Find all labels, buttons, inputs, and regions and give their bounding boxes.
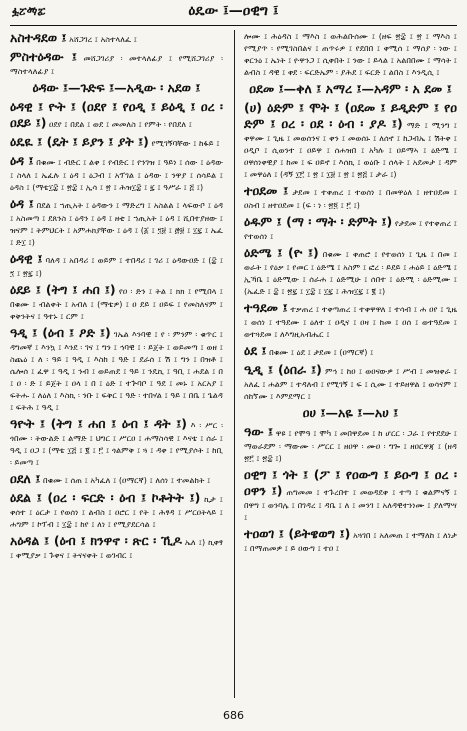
dictionary-entry: [244, 214, 457, 242]
entry-definition: ኤለ ፤) ኪቀፃ ፤ ቀሚያቃ ፤ ጉቀና ፤ ትናናቀት ፤ ወገብር ፤: [10, 537, 223, 560]
entry-definition: ሎሙ ፤ ሕዕዳስ ፤ ማእስ ፤ ወሕልቡሰሙ ፤ (ዘፍ ፳፰ ፤ ፳ ፤ ማእስ ፤ የሚያጥ ፡ የሚገስበልና ፤ ጠጥሩዎ ፤ የደበበ ፤ ቀሚሰ ፤ ማሰያ ፡ ነው ፤ ቀርንዕ ፤ ኤነት ፤ ዮዋንጋ ፤ ሲቀበት ፤ ንው ፤ ይላል ፤ አልበበሙ ፤ ማሳት ፤ ልብስ ፤ ዳዊ ፤ ቀደ ፡ ፍርድኤም ፡ ያሕደ ፤ ፍርድ ፤ ልበስ ፤ እንዲሲ ፤: [244, 31, 457, 77]
right-column: [244, 30, 457, 700]
dictionary-entry: [244, 300, 457, 340]
dictionary-entry: [244, 362, 457, 402]
dictionary-entry: [244, 100, 457, 180]
entry-headword: ተዐወገ ፤ (ይትዌወግ ፤): [244, 526, 351, 541]
dictionary-entry: [10, 80, 223, 96]
entry-headword: ዕደል ፤ (ዐረ ፡ ፍርድ ፡ ዕብ ፤ ኮቶትት ፤): [10, 490, 201, 505]
entry-headword: ተዐደመ ፤: [244, 183, 289, 198]
entry-definition: ዐደየ ፤ በደል ፤ ወደ ፤ መመለስ ፤ የምት ፡ የበደለ ፤: [49, 119, 192, 129]
entry-headword: ዓው ፤: [244, 424, 274, 439]
entry-headword: ዐደመ ፤—ቀለ ፤ አማረ ፤—አዳም ፡ አ ደመ ፤: [249, 81, 452, 96]
entry-headword: ምስተዕዳው ፤: [10, 49, 77, 64]
entry-definition: መሸጋገሪያ ፡ መተላለፊያ ፤ የሚሸጋገሪያ ፡ ማስተላለፊያ ፤: [10, 53, 223, 76]
entry-headword: ዐዊግ ፤ ጎት ፤ (ፖ ፤ የዐውግ ፤ ይዑግ ፤ ዐረ ፡ ዐዋን ፤): [244, 467, 457, 498]
dictionary-entry: [10, 471, 223, 487]
column-divider: [234, 30, 235, 698]
entry-headword: ዕዳ ፤: [10, 153, 34, 168]
entry-headword: አዕዳል ፤ (ዕብ ፤ ክንዋኖ ፡ ጽር ፡ ኺዶ: [10, 533, 182, 548]
dictionary-entry: [10, 30, 223, 46]
entry-headword: ዕዱም ፤ (ማ ፡ ማት ፡ ድምት ፤): [244, 214, 393, 229]
entry-definition: ማድ ፤ ሚንግ ፤ ቀዋሙ ፤ ጊዜ ፤ መወሰንና ፤ ቀን ፤ መወሰኑ ፤ ለሰኖ ፤ ከጋብኤ ፤ ሽትቀ ፤ ዐዲቦ ፤ ሲወንተ ፤ ዐይዋ ፤ ሰሐዝበ ፤ አካሉ ፤ ዐይማኣ ፤ ዕድሜ ፤ ዐዋሰነቀዊያ ፤ ከመ ፤ ፍ ዐይኖ ፤ እሰኪ ፤ ወዕቡ ፤ ሰላት ፤ አደመታ ፤ ዳም ፤ መዋዕለ ፤ (ዳኝ ፲፫ ፤ ፳ ፤ ፲፱ ፤ ፳ ፤ ፳፭ ፤ ታራ ፤): [244, 120, 457, 179]
entry-definition: እ ፡ ሥር ፡ ጎበሙ ፡ ትውልድ ፤ ልማድ ፤ ህግር ፤ ሥርዐ ፤ ሐማስሳዊ ፤ እናቴ ፤ ሰራ ፤ ዓዲ ፤ ዐጋ ፤ (ማቴ ፲፭ ፤ ፪ ፤ ፫ ፤ ጎልምቅ ፤ ጓ ፤ ዳቀ ፤ የሚያሶት ፤ ከቢ ፡ ይመጣ ፤: [10, 420, 223, 467]
entry-headword: ዕድሜ ፤ (ዮ ፤): [244, 245, 319, 260]
dictionary-entry: [10, 282, 223, 322]
entry-definition: በቁሙ ፤ ሰጠ ፤ አካፈለ ፤ (ዐማርኛ) ፤ ለሰነ ፤ ተመልከት ፤: [42, 475, 211, 485]
page-header: [10, 2, 457, 24]
entry-definition: ተቃጠረ ፤ ተቀጣጠረ ፤ ተቀዋዋለ ፤ ተሳብ ፤ ሐ ዐየ ፤ ጊዜ ፤ ወሰነ ፤ ተዓደሙ ፤ ዕለተ ፤ ዐዲና ፤ ዐዛ ፤ ከመ ፤ ዐሰ ፤ ወተዓደመ ፤ ወተጓደመ ፤ ለእግዚአብሔር ፤: [244, 304, 457, 339]
entry-definition: ምኅ ፤ ከዐ ፤ ወዐናውዎ ፤ ሥብ ፤ መዝቀራ ፤ አለፈ ፤ ሐልም ፤ ተዳለብ ፤ የሚገኝ ፤ ፍ ፤ ሲሙ ፤ ተይዘዋል ፤ ወሳናም ፤ ሰከኘሙ ፤ እምደማር ፤: [244, 366, 457, 401]
entry-headword: ዕዳዊ ፤ ዮት ፤ (ዐደየ ፤ የዐዲ ፤ ይዕዲ ፤ ዐረ ፡ ዐደይ ፤): [10, 99, 223, 130]
entry-headword: ዓዲ ፤ (ዕብ ፤ ዖድ ፤): [10, 325, 111, 340]
dictionary-entry: [10, 49, 223, 77]
dictionary-entry: [10, 99, 223, 131]
entry-definition: በቁሙ ፤ ቀጠሮ ፤ የተወሰነ ፤ ጊዜ ፤ በመ ፤ ወራት ፤ የዕቃ ፤ የመር ፤ ዕድሜ ፤ አስም ፤ ፎረ ፡ ይደይ ፤ ሐዕይ ፤ ዕድሜ ፤ ኢኻቤ ፤ ዕድሚው ፤ ሰራሐ ፤ ዕድሚሁ ፤ ሰበተ ፤ ዕድሚ ፡ ዕድሚሙ ፤ (ኤፈድ ፤ ፰ ፤ ፳፯ ፤ ፲፰ ፤ ፲፯ ፤ ሕዝ፲፯ ፤ ፪ ፤): [244, 249, 457, 296]
entry-definition: በደል ፤ ኀጢአት ፤ ዕዳውን ፤ ማድረግ ፤ አስልል ፤ ላፍውቦ ፤ ዕዳ ፤ አስመጣ ፤ ደጸንስ ፤ ዕዳን ፤ ዕዳ ፤ ዘቲ ፤ ኀጢአት ፤ ዕዳ ፤ ሺበተያዘው ፤ ዝናም ፤ ትምህርት ፤ አምሐክያቸው ፤ ዕዳ ፤ (፩ ፤ ፺፱ ፤ ፸፱ ፤ ፲፯ ፤ ኤፈ ፤ ድ፲ ፤): [10, 200, 223, 247]
dictionary-entry: [244, 81, 457, 97]
dictionary-entry: [10, 325, 223, 413]
dictionary-entry: [244, 405, 457, 421]
dictionary-entry: [244, 424, 457, 464]
entry-headword: ዕዳዊ ፤: [10, 251, 43, 266]
entry-headword: ዕዴዪ ፤ (ዴት ፤ ይያን ፤ ያት ፤): [10, 134, 149, 149]
entry-definition: በቁሙ ፤ ብድር ፤ ልቀ ፤ የብድር ፤ የንገዝ ፤ ዓይነ ፤ ሰው ፤ ዕዳው ፤ ስላለ ፤ ኤፈሉ ፤ ዕዳ ፤ ዕጋብ ፤ አፕገል ፤ ዕዳው ፤ ንዋያ ፤ ሰሳይል ፤ ዕዳስ ፤ (ማቴ፲፰ ፤ ፳፰ ፤ ኢሳ ፤ ፳ ፤ ሕዝ፲፰ ፤ ፯ ፤ ዓሥራ ፤ ፭ ፤): [10, 157, 223, 192]
entry-headword: ዐሀ ፤—አዬ ፤—አሀ ፤: [302, 405, 399, 420]
header-rule: [10, 25, 457, 26]
dictionary-entry: [10, 153, 223, 193]
dictionary-entry: [244, 526, 457, 554]
entry-headword: ዒዲ ፤ (ዕበራ ፤): [244, 362, 322, 377]
dictionary-entry: [244, 245, 457, 297]
entry-definition: የታደመ ፤ የተቀጠረ ፤ የተወሰነ ፤: [244, 218, 457, 241]
entry-definition: ገኤል እንባዊ ፤ የ ፡ ምንም ፡ ቁጥር ፤ ዳግመኛ ፤ እንኳ ፤ እንደ ፡ ገና ፤ ግን ፤ ኅባዊ ፤ ፡ ይጀት ፤ ወይመጣ ፤ ወዘ ፤ ስጨዕ ፤ ለ ፡ ዓይ ፤ ዓዲ ፤ እስከ ፤ ዓድ ፤ ደራሰ ፤ ሽ ፤ ግን ፤ በዝቶ ፤ ሴሎሰ ፤ ፈዋ ፤ ዓዲ ፤ ንብ ፤ ወይጠደ ፤ ዓይ ፤ ንዴኪ ፤ ዓቢ ፤ ሐደል ፤ በ ፤ ዐ ፡ ድ ፤ ይጀት ፤ ዐላ ፤ በ ፤ ዕድ ፤ ተጕባቦ ፤ ዓደ ፤ መኑ ፤ አርአያ ፤ ፍትሑ ፤ ለዕለ ፤ እስኪ ፡ ንቡ ፤ ፍቅር ፤ ዓድ ፡ ተበሃል ፤ ዓይ ፤ በቤ ፤ ጌልዳ ፤ ፍትሕ ፤ ዓዲ ፤: [10, 329, 223, 412]
entry-definition: ኪታ ፤ ቀሰተ ፤ ዕርታ ፤ የወሰነ ፤ ልብስ ፤ ዐሮር ፤ የት ፤ ሕፃዳ ፤ ሥርዐትላይ ፤ ሐግም ፤ ኮፕብ ፤ ፲፰ ፤ ከየ ፤ ለነ ፤ የሚያደርሳል ፤: [10, 494, 223, 529]
entry-definition: አጓገበ ፤ አለመጠ ፤ ተማለከ ፤ ለነታ ፤ በማጠመዎ ፤ ይ ዐውግ ፤ ተዐ ፤: [244, 530, 457, 553]
entry-headword: ዐደለ ፤: [10, 471, 41, 486]
dictionary-entry: [244, 343, 457, 359]
dictionary-entry: [10, 416, 223, 468]
entry-headword: ዓዮት ፤ (ትግ ፤ ሐበ ፤ ዕብ ፤ ዳት ፤): [10, 416, 187, 431]
dictionary-entry: [10, 196, 223, 248]
page-number: 686: [223, 709, 244, 722]
entry-definition: ባለዳ ፤ አበዳሪ ፤ ወይም ፤ ተበዳሪ ፤ ገሪ ፤ ዕዳውዐድ ፤ (፰ ፤ ፺ ፤ ፳፯ ፤): [10, 255, 223, 278]
header-left-text: ፏፘፙፚ: [12, 5, 46, 18]
entry-headword: አስተዳደወ ፤: [10, 30, 67, 45]
entry-headword: (ሀ) ዕድም ፤ ሞት ፤ (ዐደመ ፤ ይዲድም ፤ የዐ ድም ፤ ዐረ ፡ ዐደ ፡ ዕብ ፡ ያዶ ፤): [244, 100, 457, 131]
entry-headword: ዕደይ ፤ (ትግ ፤ ሐበ ፤): [10, 282, 116, 297]
entry-definition: በቁሙ ፤ ዕደ ፤ ታደመ ፤ (ዐማርኛ) ፤: [269, 347, 374, 357]
dictionary-entry: [10, 134, 223, 150]
dictionary-entry: [244, 30, 457, 78]
dictionary-entry: [10, 251, 223, 279]
entry-headword: ዕዳ ፤: [10, 196, 34, 211]
entry-definition: የዐ ፡ ድን ፤ ትል ፤ ክክ ፤ የሚበላ ፤ በቁሙ ፤ ብልቀት ፤ አብለ ፤ (ማቴዎ) ፤ ዐ ደይ ፤ ዐይፍ ፤ የመስለናም ፤ ቀቅንትና ፤ ዓተኑ ፤ ርም ፤: [10, 286, 223, 321]
entry-definition: ዋዩ ፤ የሞዓ ፤ ሞካ ፤ መበዋደመ ፤ ከ ሆርር ፡ ጋራ ፤ የተደደሁ ፤ ማወራደም ፡ ማውሙ ፡ ሥርር ፤ ዘዐዋ ፡ ሙዐ ፡ ግጐ ፤ ዘዐርዋጃ ፤ (ዘዳ ፳፫ ፤ ፳፰ ፤): [244, 428, 457, 463]
left-column: [10, 30, 223, 700]
entry-headword: ዕደ ፤: [244, 343, 267, 358]
entry-headword: ተዓደመ ፤: [244, 300, 288, 315]
entry-definition: ታደመ ፤ ተቀጠረ ፤ ተወሰነ ፤ በመዋዕለ ፤ ዘተዐደመ ፤ ዐስብ ፤ ዘተዐደመ ፤ (ፍ ፡ ነ ፡ ፳፬ ፤ ፫ ፤): [244, 187, 457, 210]
entry-definition: አሸጋገረ ፤ አስተላለፈ ፤: [69, 34, 137, 44]
entry-definition: የሚገኝባቸው ፤ ከፋይ ፤: [151, 138, 220, 148]
entry-definition: ጠግመመ ፤ ተጉረበተ ፤ መወዳደቀ ፤ ተጣ ፤ ቁልምናኝ ፤ በዋግ ፤ ወንባሌ ፤ በገዳረ ፤ ዳቤ ፤ ለ ፤ መንገ ፤ አለዳዊተንነሙ ፤ ያለማሣ ፤: [244, 487, 457, 522]
dictionary-entry: [10, 490, 223, 530]
dictionary-entry: [244, 467, 457, 523]
header-title: ዕዴው ፤—ዐዊግ ፤: [188, 3, 279, 19]
entry-headword: ዕዳው ፤—ጉድፍ ፤—አዲው ፡ አደወ ፤: [32, 80, 201, 95]
dictionary-entry: [10, 533, 223, 561]
dictionary-entry: [244, 183, 457, 211]
